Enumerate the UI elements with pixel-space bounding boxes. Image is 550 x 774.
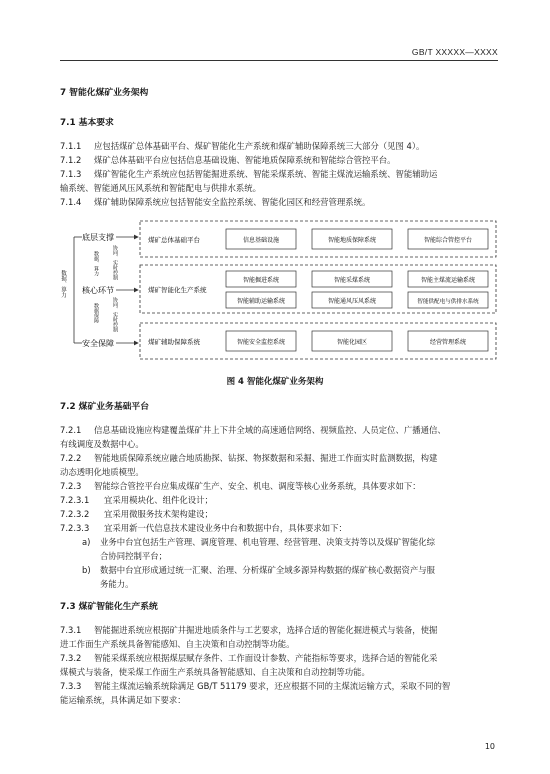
para-7-2-1-cont: 有线调度及数据中心。 <box>60 439 144 449</box>
para-text: 宜采用模块化、组件化设计； <box>104 495 213 505</box>
row3-item: 经营管理系统 <box>429 339 467 346</box>
standard-number: GB/T XXXXX—XXXX <box>411 47 498 57</box>
para-7-3-2 <box>60 653 437 664</box>
para-text: 智能地质保障系统应融合地质勘探、钻探、物探数据和采掘、掘进工作面实时监测数据，构建 <box>94 453 438 463</box>
para-7-2-3-1 <box>60 495 213 506</box>
para-text: 智能采煤系统应根据煤层赋存条件、工作面设计参数、产能指标等要求，选择合适的智能化采 <box>94 653 438 663</box>
row2-item: 智能采煤系统 <box>333 277 371 284</box>
control-label-2: 协同、实时控制 <box>112 297 118 332</box>
para-number: 7.2.2 <box>60 453 82 463</box>
para-number: 7.1.4 <box>60 197 82 207</box>
row2-label: 煤矿智能化生产系统 <box>148 286 207 294</box>
layer-safety: 安全保障 <box>82 339 114 348</box>
row3-item: 智能安全监控系统 <box>236 339 286 346</box>
para-number: 7.1.2 <box>60 155 82 165</box>
para-number: 7.2.3.3 <box>60 523 90 533</box>
para-text: 煤矿智能化生产系统应包括智能掘进系统、智能采煤系统、智能主煤流运输系统、智能辅助运 <box>94 169 438 179</box>
row1-item: 信息基础设施 <box>242 237 280 244</box>
para-7-2-3 <box>60 481 421 492</box>
section-7-1-title: 7.1 基本要求 <box>60 118 114 128</box>
para-7-3-1-cont: 进工作面生产系统具备智能感知、自主决策和自动控制等功能。 <box>60 639 295 649</box>
business-architecture-diagram <box>60 215 500 365</box>
para-number: 7.2.3.1 <box>60 495 90 505</box>
row1-label: 煤矿总体基础平台 <box>148 236 200 244</box>
list-item-a <box>82 537 435 548</box>
para-7-3-1 <box>60 625 437 636</box>
layer-bottom-support: 底层支撑 <box>82 233 114 242</box>
row1-item: 智能地质保障系统 <box>327 237 377 244</box>
figure-caption: 图 4 智能化煤矿业务架构 <box>226 377 324 387</box>
section-7-3-title: 7.3 煤矿智能化生产系统 <box>60 602 158 612</box>
section-7-2-title: 7.2 煤矿业务基础平台 <box>60 402 150 412</box>
para-7-2-3-2 <box>60 509 213 520</box>
para-text: 宜采用微服务技术架构建设； <box>104 509 213 519</box>
page-number: 10 <box>484 742 495 751</box>
para-number: 7.1.3 <box>60 169 82 179</box>
para-7-2-2 <box>60 453 437 464</box>
para-text: 智能综合管控平台应集成煤矿生产、安全、机电、调度等核心业务系统，具体要求如下： <box>94 481 421 491</box>
para-number: 7.2.1 <box>60 425 82 435</box>
row3-item: 智能化园区 <box>336 339 368 346</box>
list-text: 业务中台宜包括生产管理、调度管理、机电管理、经营管理、决策支持等以及煤矿智能化综 <box>100 537 435 547</box>
para-7-1-1 <box>60 141 424 152</box>
para-text: 煤矿总体基础平台应包括信息基础设施、智能地质保障系统和智能综合管控平台。 <box>94 155 396 165</box>
list-marker: b) <box>82 565 91 575</box>
para-number: 7.3.3 <box>60 681 82 691</box>
para-7-3-2-cont: 煤模式与装备，使采煤工作面生产系统具备智能感知、自主决策和自动控制等功能。 <box>60 667 370 677</box>
para-7-1-3-cont: 输系统、智能通风压风系统和智能配电与供排水系统。 <box>60 183 261 193</box>
para-7-2-3-3 <box>60 523 347 534</box>
row2-item: 智能通风压风系统 <box>327 298 377 305</box>
para-text: 智能掘进系统应根据矿井掘进地质条件与工艺要求，选择合适的智能化掘进模式与装备，使掘 <box>94 625 438 635</box>
para-7-1-2 <box>60 155 396 166</box>
para-text: 智能主煤流运输系统除满足 GB/T 51179 要求，还应根据不同的主煤流运输方式，采取不同的智 <box>94 681 451 691</box>
side-label-a: 数据、算力 <box>93 251 99 276</box>
list-item-b <box>82 565 435 576</box>
para-number: 7.1.1 <box>60 141 82 151</box>
row2-item: 智能主煤流运输系统 <box>420 277 476 284</box>
para-text: 信息基础设施应构建覆盖煤矿井上下井全域的高速通信网络、视频监控、人员定位、广播通信、 <box>94 425 446 435</box>
list-item-b-cont: 务能力。 <box>100 579 134 589</box>
para-number: 7.3.1 <box>60 625 82 635</box>
list-text: 数据中台宜形成通过统一汇聚、治理、分析煤矿全域多源异构数据的煤矿核心数据资产与服 <box>100 565 435 575</box>
para-7-1-3 <box>60 169 437 180</box>
para-7-2-2-cont: 动态透明化地质模型。 <box>60 467 144 477</box>
para-7-3-3-cont: 能运输系统，具体满足如下要求： <box>60 695 186 705</box>
para-text: 宜采用新一代信息技术建设业务中台和数据中台，具体要求如下： <box>104 523 347 533</box>
control-label-1: 协同、实时控制 <box>112 245 118 280</box>
list-marker: a) <box>82 537 91 547</box>
para-number: 7.2.3 <box>60 481 82 491</box>
para-number: 7.3.2 <box>60 653 82 663</box>
row2-item: 智能辅助运输系统 <box>236 298 286 305</box>
list-item-a-cont: 合协同控制平台； <box>100 551 167 561</box>
side-label-outer: 数据、算力 <box>60 270 66 298</box>
layer-core: 核心环节 <box>82 286 114 295</box>
row2-item: 智能掘进系统 <box>242 277 280 284</box>
para-7-1-4 <box>60 197 370 208</box>
para-7-2-1 <box>60 425 446 436</box>
row1-item: 智能综合管控平台 <box>423 237 473 244</box>
header-rule <box>60 60 498 61</box>
section-7-title: 7 智能化煤矿业务架构 <box>60 88 149 98</box>
side-label-c: 数据保障 <box>93 303 99 323</box>
para-7-3-3 <box>60 681 450 692</box>
row3-label: 煤矿辅助保障系统 <box>148 338 200 346</box>
row2-item: 智能供配电与供排水系统 <box>417 299 479 305</box>
para-text: 应包括煤矿总体基础平台、煤矿智能化生产系统和煤矿辅助保障系统三大部分（见图 4）。 <box>94 141 425 151</box>
para-text: 煤矿辅助保障系统应包括智能安全监控系统、智能化园区和经营管理系统。 <box>94 197 371 207</box>
para-number: 7.2.3.2 <box>60 509 90 519</box>
